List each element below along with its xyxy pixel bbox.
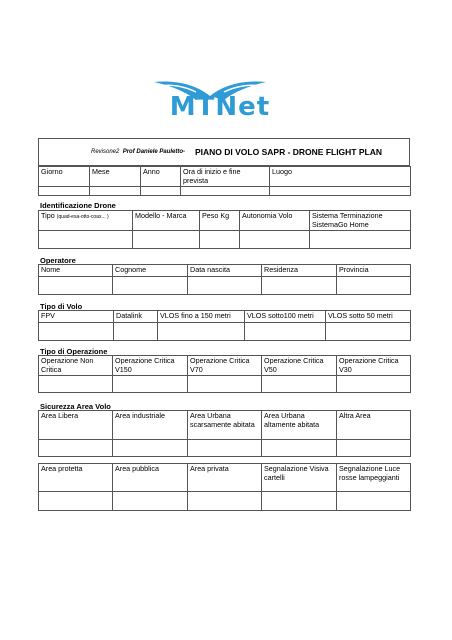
area-urbana-alta-label: Area Urbana altamente abitata (262, 411, 337, 440)
ora-label: Ora di inizio e fine prevista (181, 167, 270, 187)
logo-text: MTNet (169, 92, 271, 122)
drone-table (38, 210, 411, 249)
area-urbana-scarsa-label: Area Urbana scarsamente abitata (188, 411, 262, 440)
modello-field[interactable] (133, 231, 200, 249)
vlos-100-field[interactable] (245, 322, 326, 340)
sicurezza-table-2 (38, 463, 411, 511)
section-operatore-title: Operatore (40, 256, 76, 265)
segnalazione-luci-label: Segnalazione Luce rosse lampeggianti (337, 464, 411, 492)
fpv-field[interactable] (39, 322, 114, 340)
vlos-100-label: VLOS sotto100 metri (245, 311, 326, 323)
vlos-150-label: VLOS fino a 150 metri (158, 311, 245, 323)
op-critica-v70-field[interactable] (188, 376, 262, 393)
luogo-label: Luogo (270, 167, 411, 187)
vlos-150-field[interactable] (158, 322, 245, 340)
nome-label: Nome (39, 265, 113, 277)
area-industriale-field[interactable] (113, 440, 188, 457)
area-urbana-alta-field[interactable] (262, 440, 337, 457)
cognome-field[interactable] (113, 276, 188, 294)
vlos-50-label: VLOS sotto 50 metri (326, 311, 411, 323)
tipo-label: Tipo (quad-esa-otto-coax... ) (39, 211, 133, 231)
fpv-label: FPV (39, 311, 114, 323)
nome-field[interactable] (39, 276, 113, 294)
provincia-field[interactable] (337, 276, 411, 294)
date-table (38, 166, 411, 196)
header-box (38, 138, 410, 166)
datalink-label: Datalink (114, 311, 158, 323)
area-libera-label: Area Libera (39, 411, 113, 440)
area-industriale-label: Area industriale (113, 411, 188, 440)
op-critica-v50-field[interactable] (262, 376, 337, 393)
section-sicurezza-title: Sicurezza Area Volo (40, 402, 111, 411)
tipo-operazione-table (38, 355, 411, 393)
section-tipo-volo-title: Tipo di Volo (40, 302, 83, 311)
segnalazione-luci-field[interactable] (337, 492, 411, 511)
segnalazione-cartelli-label: Segnalazione Visiva cartelli (262, 464, 337, 492)
op-non-critica-field[interactable] (39, 376, 113, 393)
op-critica-v150-label: Operazione Critica V150 (113, 356, 188, 376)
vlos-50-field[interactable] (326, 322, 411, 340)
op-critica-v30-field[interactable] (337, 376, 411, 393)
plan-title: PIANO DI VOLO SAPR - DRONE FLIGHT PLAN (195, 147, 383, 157)
op-critica-v70-label: Operazione Critica V70 (188, 356, 262, 376)
area-pubblica-field[interactable] (113, 492, 188, 511)
data-nascita-label: Data nascita (188, 265, 262, 277)
ora-field[interactable] (181, 187, 270, 196)
sistema-term-field[interactable] (310, 231, 411, 249)
op-critica-v50-label: Operazione Critica V50 (262, 356, 337, 376)
area-privata-label: Area privata (188, 464, 262, 492)
op-non-critica-label: Operazione Non Critica (39, 356, 113, 376)
area-privata-field[interactable] (188, 492, 262, 511)
peso-label: Peso Kg (200, 211, 240, 231)
residenza-label: Residenza (262, 265, 337, 277)
modello-label: Modello - Marca (133, 211, 200, 231)
area-urbana-scarsa-field[interactable] (188, 440, 262, 457)
data-nascita-field[interactable] (188, 276, 262, 294)
datalink-field[interactable] (114, 322, 158, 340)
provincia-label: Provincia (337, 265, 411, 277)
tipo-field[interactable] (39, 231, 133, 249)
tipo-volo-table (38, 310, 411, 341)
giorno-field[interactable] (39, 187, 90, 196)
area-libera-field[interactable] (39, 440, 113, 457)
giorno-label: Giorno (39, 167, 90, 187)
area-pubblica-label: Area pubblica (113, 464, 188, 492)
altra-area-label: Altra Area (337, 411, 411, 440)
luogo-field[interactable] (270, 187, 411, 196)
autonomia-label: Autonomia Volo (240, 211, 310, 231)
autonomia-field[interactable] (240, 231, 310, 249)
mese-label: Mese (90, 167, 141, 187)
residenza-field[interactable] (262, 276, 337, 294)
anno-field[interactable] (141, 187, 181, 196)
area-protetta-field[interactable] (39, 492, 113, 511)
section-tipo-operazione-title: Tipo di Operazione (40, 347, 108, 356)
op-critica-v30-label: Operazione Critica V30 (337, 356, 411, 376)
anno-label: Anno (141, 167, 181, 187)
cognome-label: Cognome (113, 265, 188, 277)
revision-text: Revisone2 Prof Daniele Pauletto- (91, 149, 186, 155)
operatore-table (38, 264, 411, 295)
area-protetta-label: Area protetta (39, 464, 113, 492)
segnalazione-cartelli-field[interactable] (262, 492, 337, 511)
section-drone-title: Identificazione Drone (40, 201, 116, 210)
sicurezza-table-1 (38, 410, 411, 457)
op-critica-v150-field[interactable] (113, 376, 188, 393)
altra-area-field[interactable] (337, 440, 411, 457)
sistema-term-label: Sistema Terminazione SistemaGo Home (310, 211, 411, 231)
peso-field[interactable] (200, 231, 240, 249)
mese-field[interactable] (90, 187, 141, 196)
